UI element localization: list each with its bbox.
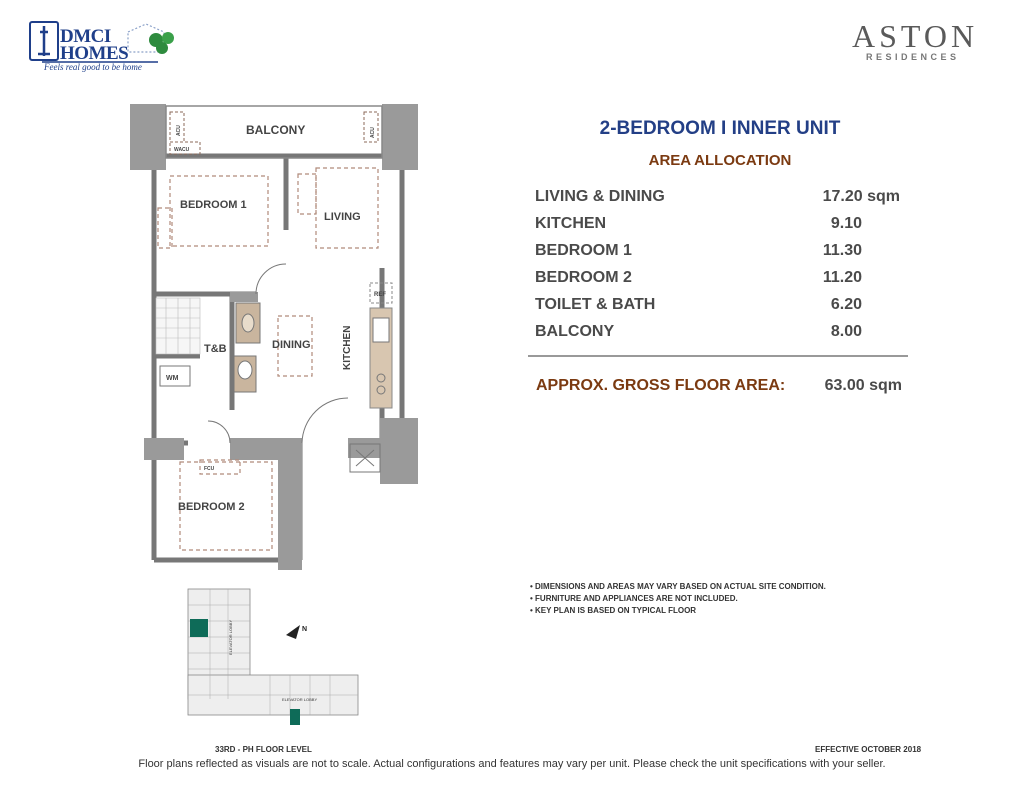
area-value: 9.10: [830, 215, 862, 232]
note-furniture: • FURNITURE AND APPLIANCES ARE NOT INCLUDED.: [530, 594, 738, 603]
plan-label-ref: REF: [374, 292, 386, 298]
area-value: 6.20: [830, 296, 862, 313]
area-value: 8.00: [830, 323, 862, 340]
project-name: ASTON: [852, 18, 979, 54]
plan-label-balcony: BALCONY: [246, 123, 306, 137]
area-row-kitchen: [535, 215, 900, 241]
plan-label-bedroom-2: BEDROOM 2: [178, 501, 245, 513]
dmci-tagline: Feels real good to be home: [44, 62, 142, 72]
column: [144, 438, 184, 460]
column: [348, 438, 382, 458]
area-value: 17.20 sqm: [822, 188, 900, 205]
gross-area-label: APPROX. GROSS FLOOR AREA:: [536, 377, 786, 394]
column: [278, 440, 302, 570]
plan-label-acu-left: ACU: [176, 125, 182, 136]
area-row-balcony: [535, 323, 900, 349]
column: [380, 418, 418, 484]
area-value: 11.30: [822, 242, 862, 259]
note-dimensions: • DIMENSIONS AND AREAS MAY VARY BASED ON ACTUAL SITE CONDITION.: [530, 582, 826, 591]
plan-label-wacu: WACU: [174, 147, 190, 153]
plan-label-acu-right: ACU: [370, 127, 376, 138]
keyplan-elevator-lobby: ELEVATOR LOBBY: [282, 697, 318, 702]
gross-area-value: 63.00 sqm: [824, 377, 902, 394]
area-value: 11.20: [822, 269, 862, 286]
effective-date: EFFECTIVE OCTOBER 2018: [815, 745, 922, 754]
divider: [528, 355, 908, 357]
area-row-bedroom-1: [535, 242, 900, 268]
area-label: BEDROOM 2: [535, 269, 632, 286]
dmci-wordmark: [60, 28, 128, 62]
area-row-living-dining: [535, 188, 900, 214]
column: [130, 104, 166, 170]
plan-label-tb: T&B: [204, 343, 227, 355]
column: [382, 104, 418, 170]
column: [230, 292, 258, 302]
key-plan: [170, 585, 370, 735]
area-label: LIVING & DINING: [535, 188, 665, 205]
plan-label-living: LIVING: [324, 211, 361, 223]
plan-label-kitchen: KITCHEN: [342, 325, 353, 370]
keyplan-unit-highlight: [290, 709, 300, 725]
plan-label-wm: WM: [166, 375, 179, 382]
note-keyplan: • KEY PLAN IS BASED ON TYPICAL FLOOR: [530, 606, 697, 615]
plan-label-fcu: FCU: [204, 466, 215, 472]
unit-title: 2-BEDROOM I INNER UNIT: [599, 118, 841, 139]
disclaimer: Floor plans reflected as visuals are not to scale. Actual configurations and features may vary per unit. Please check the unit specifications with your seller.: [138, 758, 886, 770]
north-arrow-icon: [286, 625, 300, 639]
dmci-line2: HOMES: [60, 43, 129, 64]
floor-plan: [130, 98, 420, 573]
plan-label-dining: DINING: [272, 339, 311, 351]
dmci-line1: DMCI: [60, 26, 111, 47]
keyplan-unit-highlight: [190, 619, 208, 637]
plan-label-bedroom-1: BEDROOM 1: [180, 199, 247, 211]
area-row-toilet-bath: [535, 296, 900, 322]
area-label: BEDROOM 1: [535, 242, 632, 259]
area-allocation-title: AREA ALLOCATION: [648, 152, 792, 169]
area-label: KITCHEN: [535, 215, 607, 232]
area-label: TOILET & BATH: [535, 296, 656, 313]
keyplan-vertical-label: ELEVATOR LOBBY: [228, 619, 233, 655]
project-subtitle: RESIDENCES: [866, 52, 960, 62]
area-label: BALCONY: [535, 323, 615, 340]
area-row-bedroom-2: [535, 269, 900, 295]
north-label: N: [302, 626, 308, 633]
floor-level-label: 33RD - PH FLOOR LEVEL: [215, 745, 312, 754]
